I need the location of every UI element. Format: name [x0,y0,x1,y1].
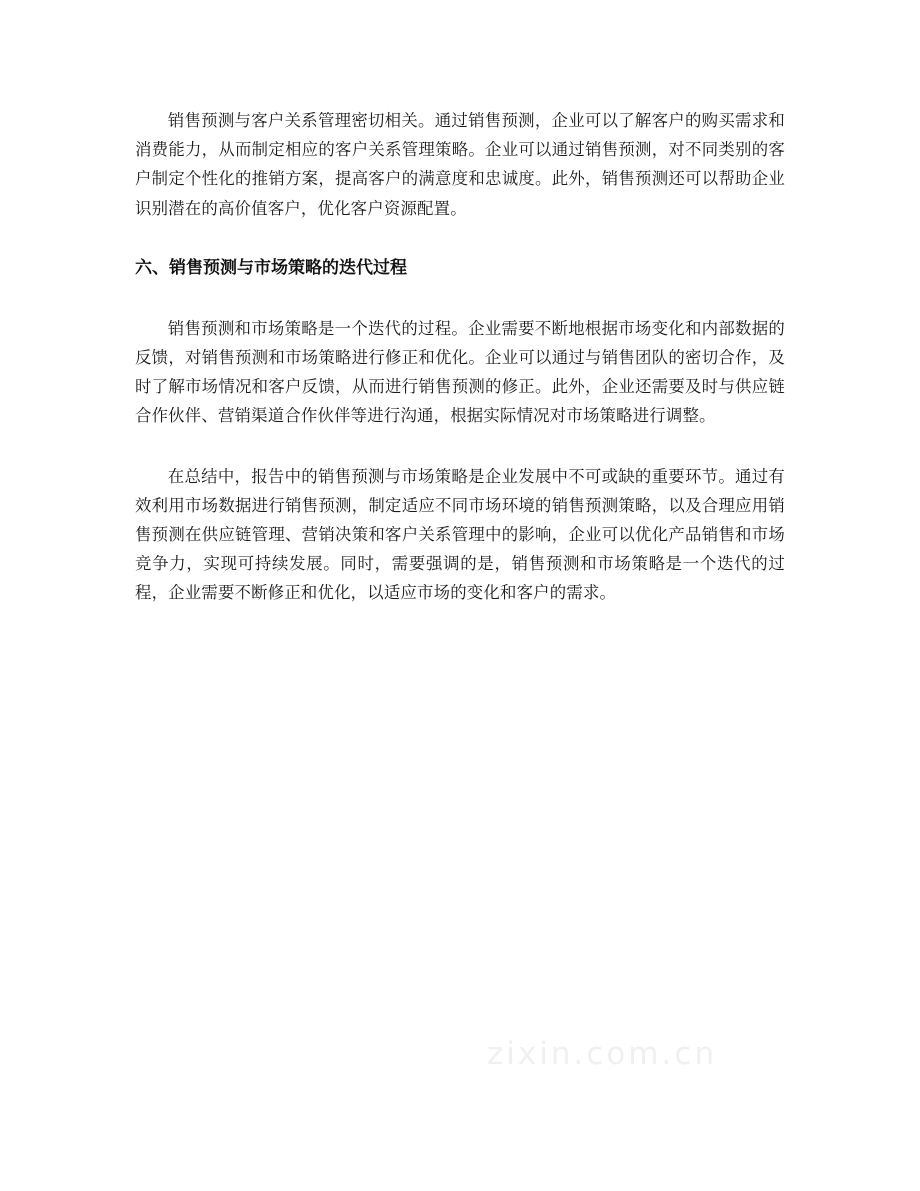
paragraph-summary: 在总结中，报告中的销售预测与市场策略是企业发展中不可或缺的重要环节。通过有效利用市场数据进行销售预测，制定适应不同市场环境的销售预测策略，以及合理应用销售预测在供应链管理、营销决策和客户关系管理中的影响，企业可以优化产品销售和市场竞争力，实现可持续发展。同时，需要强调的是，销售预测和市场策略是一个迭代的过程，企业需要不断修正和优化，以适应市场的变化和客户的需求。 [135,466,785,603]
document-content [135,106,785,639]
watermark: zixin.com.cn [487,1036,718,1072]
section-heading: 六、销售预测与市场策略的迭代过程 [135,257,407,278]
paragraph-iteration: 销售预测和市场策略是一个迭代的过程。企业需要不断地根据市场变化和内部数据的反馈，对销售预测和市场策略进行修正和优化。企业可以通过与销售团队的密切合作，及时了解市场情况和客户反馈，从而进行销售预测的修正。此外，企业还需要及时与供应链合作伙伴、营销渠道合作伙伴等进行沟通，根据实际情况对市场策略进行调整。 [135,318,785,426]
paragraph-crm: 销售预测与客户关系管理密切相关。通过销售预测，企业可以了解客户的购买需求和消费能力，从而制定相应的客户关系管理策略。企业可以通过销售预测，对不同类别的客户制定个性化的推销方案，提高客户的满意度和忠诚度。此外，销售预测还可以帮助企业识别潜在的高价值客户，优化客户资源配置。 [135,111,785,218]
